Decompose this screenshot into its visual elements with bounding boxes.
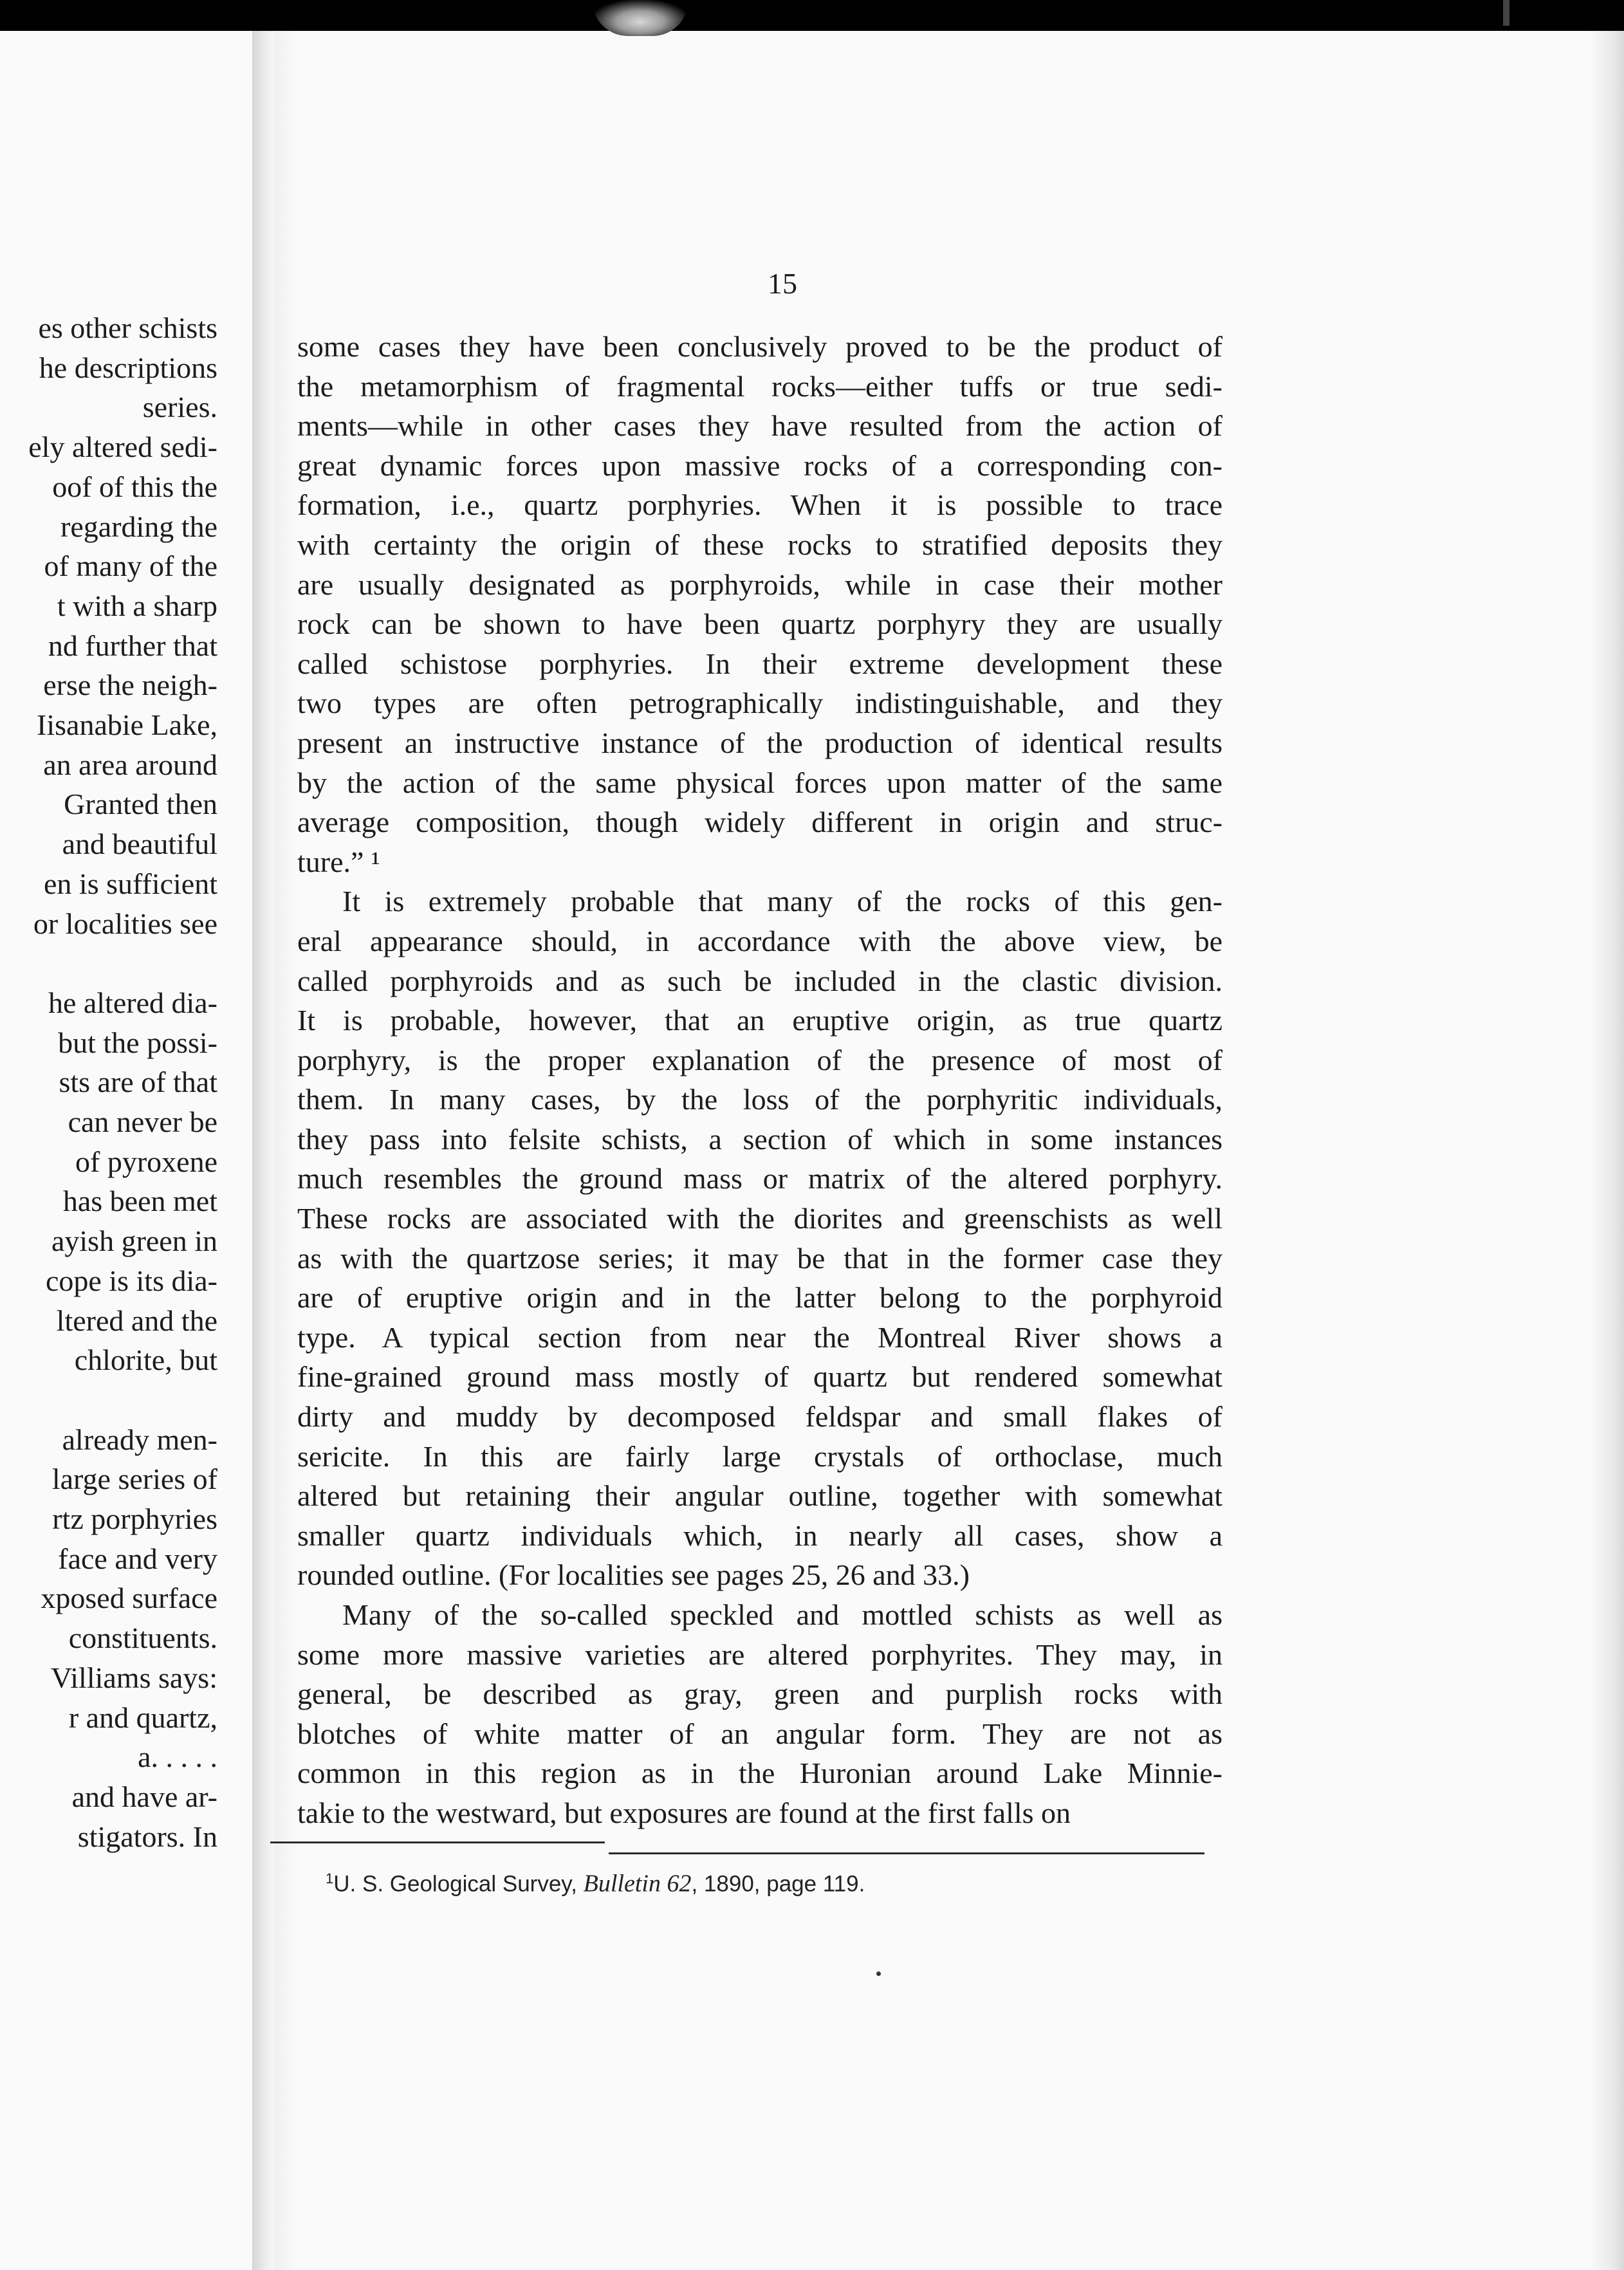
paragraph [297, 1595, 1223, 1833]
left-page-line: and beautiful [62, 827, 217, 861]
text-line: ments—while in other cases they have resulted from the action of [297, 409, 1223, 443]
book-gutter-highlight [274, 31, 297, 2270]
footnote-text-before: U. S. Geological Survey, [333, 1871, 584, 1897]
left-page-line: rtz porphyries [52, 1502, 217, 1535]
left-page-line: chlorite, but [74, 1343, 217, 1377]
footnote-marker: 1 [326, 1870, 334, 1887]
text-line: as with the quartzose series; it may be that in the former case they [297, 1241, 1223, 1275]
text-line: altered but retaining their angular outline, together with somewhat [297, 1479, 1223, 1513]
left-page-line: he altered dia- [48, 986, 217, 1019]
text-line: rock can be shown to have been quartz porphyry they are usually [297, 607, 1223, 641]
text-line: are usually designated as porphyroids, while in case their mother [297, 568, 1223, 601]
left-page-line: already men- [62, 1423, 217, 1456]
left-page-line: sts are of that [59, 1066, 217, 1099]
paragraph [297, 327, 1223, 881]
left-page-line: Villiams says: [50, 1661, 217, 1694]
footnote-rule-long [609, 1852, 1204, 1854]
text-line: formation, i.e., quartz porphyries. When it is possible to trace [297, 488, 1223, 522]
text-line: the metamorphism of fragmental rocks—either tuffs or true sedi- [297, 369, 1223, 403]
left-page-line: cope is its dia- [46, 1264, 217, 1297]
paragraph [297, 881, 1223, 1595]
left-page-line: en is sufficient [44, 867, 217, 900]
left-page-line: ely altered sedi- [28, 430, 217, 464]
left-page-line: xposed surface [41, 1582, 217, 1615]
left-page-line: oof of this the [52, 470, 217, 503]
left-page-line: and have ar- [71, 1780, 217, 1813]
text-line: great dynamic forces upon massive rocks of a corresponding con- [297, 448, 1223, 482]
text-line: dirty and muddy by decomposed feldspar and small flakes of [297, 1400, 1223, 1434]
text-line: average composition, though widely different in origin and struc- [297, 806, 1223, 839]
text-line: type. A typical section from near the Montreal River shows a [297, 1320, 1223, 1354]
text-line: takie to the westward, but exposures are found at the first falls on [297, 1796, 1071, 1829]
left-page-line: stigators. In [77, 1820, 217, 1853]
text-line: are of eruptive origin and in the latter belong to the porphyroid [297, 1281, 1223, 1315]
left-page-line: Iisanabie Lake, [37, 708, 217, 741]
left-page-line: regarding the [60, 510, 217, 543]
text-line: smaller quartz individuals which, in nearly all cases, show a [297, 1518, 1223, 1552]
text-line: porphyry, is the proper explanation of the presence of most of [297, 1043, 1223, 1076]
page-number: 15 [768, 267, 797, 300]
text-line: These rocks are associated with the diorites and greenschists as well [297, 1202, 1223, 1235]
footnote-italic: Bulletin 62 [583, 1870, 692, 1897]
left-page-line: of many of the [44, 549, 217, 583]
text-line: common in this region as in the Huronian around Lake Minnie- [297, 1757, 1223, 1790]
text-line: by the action of the same physical forces upon matter of the same [297, 766, 1223, 799]
text-line: fine-grained ground mass mostly of quartz but rendered somewhat [297, 1360, 1223, 1394]
footnote-rule-short [270, 1841, 605, 1843]
left-page-line: can never be [68, 1105, 217, 1138]
left-page-line: Granted then [64, 788, 217, 821]
text-line: present an instructive instance of the production of identical results [297, 726, 1223, 759]
main-text-body [297, 327, 1223, 1833]
left-page-line: of pyroxene [75, 1145, 217, 1178]
left-page-line: r and quartz, [68, 1701, 217, 1734]
left-page-line: series. [142, 391, 217, 424]
left-page-fragment [0, 309, 217, 1917]
text-line: It is extremely probable that many of the rocks of this gen- [342, 885, 1223, 918]
text-line: blotches of white matter of an angular form. They are not as [297, 1717, 1223, 1750]
text-line: some cases they have been conclusively proved to be the product of [297, 330, 1223, 363]
left-page-line: but the possi- [58, 1026, 217, 1059]
text-line: It is probable, however, that an eruptive origin, as true quartz [297, 1004, 1223, 1037]
left-page-line: he descriptions [39, 351, 217, 384]
text-line: sericite. In this are fairly large crystals of orthoclase, much [297, 1439, 1223, 1473]
left-page-line: t with a sharp [57, 589, 217, 622]
left-page-line: erse the neigh- [43, 669, 217, 702]
text-line: them. In many cases, by the loss of the porphyritic individuals, [297, 1083, 1223, 1116]
left-page-line: nd further that [48, 629, 217, 662]
text-line: some more massive varieties are altered porphyrites. They may, in [297, 1638, 1223, 1671]
text-line: two types are often petrographically indistinguishable, and they [297, 687, 1223, 720]
text-line: general, be described as gray, green and purplish rocks with [297, 1677, 1223, 1711]
left-page-line: large series of [51, 1463, 217, 1496]
left-page-line: es other schists [38, 311, 217, 344]
text-line: much resembles the ground mass or matrix of the altered porphyry. [297, 1162, 1223, 1195]
left-page-line: ltered and the [56, 1304, 217, 1337]
footnote [326, 1861, 865, 1903]
text-line: Many of the so-called speckled and mottled schists as well as [342, 1598, 1223, 1631]
scan-mark [1503, 0, 1509, 26]
text-line: they pass into felsite schists, a section of which in some instances [297, 1122, 1223, 1156]
left-page-line: ayish green in [51, 1224, 217, 1258]
book-gutter-shadow [252, 31, 274, 2270]
left-page-line: face and very [58, 1542, 217, 1575]
stray-dot [876, 1971, 881, 1976]
text-line: called porphyroids and as such be included in the clastic division. [297, 964, 1223, 997]
left-page-line: or localities see [33, 907, 217, 940]
text-line: rounded outline. (For localities see pages 25, 26 and 33.) [297, 1558, 970, 1592]
left-page-line: constituents. [68, 1621, 217, 1655]
left-page-line: has been met [62, 1185, 217, 1218]
text-line: called schistose porphyries. In their extreme development these [297, 647, 1223, 680]
left-page-line: an area around [43, 748, 217, 781]
text-line: ture.” ¹ [297, 845, 380, 878]
page-right-edge [1589, 31, 1624, 2270]
footnote-text-after: , 1890, page 119. [691, 1871, 865, 1897]
text-line: eral appearance should, in accordance with the above view, be [297, 924, 1223, 957]
text-line: with certainty the origin of these rocks to stratified deposits they [297, 528, 1223, 561]
left-page-line: a. . . . . [138, 1740, 217, 1774]
